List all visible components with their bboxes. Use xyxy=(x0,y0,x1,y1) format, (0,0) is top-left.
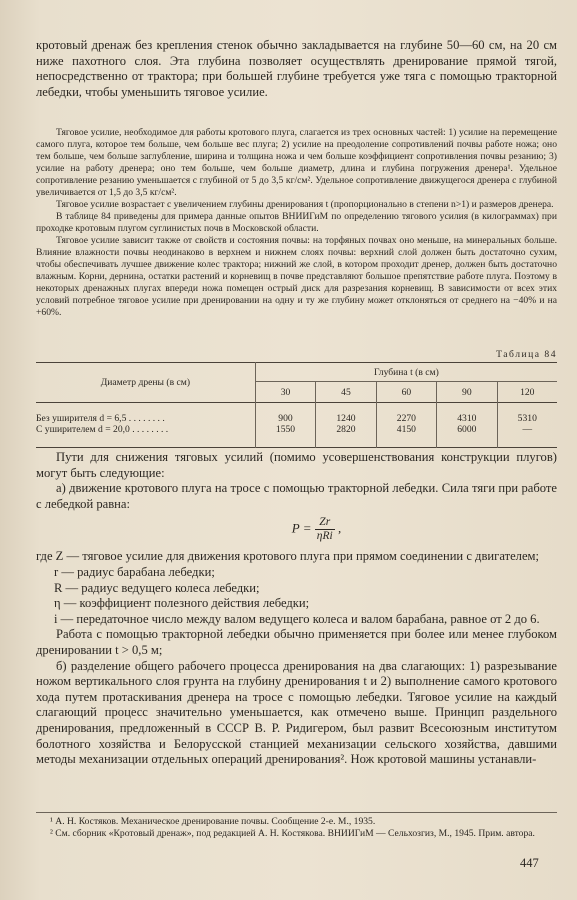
table-cell: 900 xyxy=(255,403,315,425)
table-cell: 1240 xyxy=(316,403,376,425)
table-cell: — xyxy=(522,424,533,435)
formula-denominator: ηRi xyxy=(316,530,333,543)
paragraph-traction-depth: Тяговое усилие возрастает с увеличением глубины дренирования t (пропорционально в степени n>1) и размеров дренера. xyxy=(56,199,554,210)
paragraph-mole-drain-depth: кротовый дренаж без крепления стенок обычно закладывается на глубине 50—60 см, на 20 см ниже пахотного слоя. Эта глубина позволяет осуществлять дренирование прямой тягой, непосредственно от трактора; при большей глубине требуется уже тяга с помощью тракторной лебедки, чтобы уменьшить тяговое усилие. xyxy=(36,38,557,99)
table-row xyxy=(36,424,557,448)
depth-header: 120 xyxy=(520,386,535,398)
definition-item: R — радиус ведущего колеса лебедки; xyxy=(54,580,260,595)
definition-item: r — радиус барабана лебедки; xyxy=(54,564,215,579)
row-label: С уширителем d = 20,0 . . . . . . . . xyxy=(36,424,255,448)
definition-item: η — коэффициент полезного действия лебедки; xyxy=(54,596,310,611)
paragraph-ways: Пути для снижения тяговых усилий (помимо усовершенствования конструкции плугов) могут быть следующие: xyxy=(36,450,557,480)
table-row xyxy=(36,403,557,425)
paragraph-traction-components: Тяговое усилие, необходимое для работы кротового плуга, слагается из трех основных частей: 1) усилие на перемещение самого плуга, которое тем больше, чем больше вес плуга; 2) усилие на преодоление сопротивлений почвы работе ножа; оно тем больше, чем больше заглубление, ширина и толщина ножа и чем больше коэффициент сопротивления почвы резанию; 3) усилие на работу дренера; оно тем больше, чем больше диаметр, длина и глубина погружения дренера¹. Удельное сопротивление резанию уменьшается с глубиной от 5 до 3,5 кг/см². Удельное сопротивление движущегося дренера с глубиной увеличивается от 1,5 до 3,5 кг/см². xyxy=(36,127,557,198)
paragraph-winch-usage: Работа с помощью тракторной лебедки обычно применяется при более или менее глубоком дренировании t > 0,5 м; xyxy=(36,627,557,657)
footnote: ¹ А. Н. Костяков. Механическое дренирование почвы. Сообщение 2-е. М., 1935. xyxy=(50,816,376,827)
formula-tail: , xyxy=(337,520,342,536)
formula xyxy=(76,516,557,543)
table-cell: 4310 xyxy=(437,403,497,425)
depth-header: 45 xyxy=(316,382,376,403)
table-caption: Таблица 84 xyxy=(496,349,557,360)
depth-header: 30 xyxy=(255,382,315,403)
paragraph-soil-conditions: Тяговое усилие зависит также от свойств и состояния почвы: на торфяных почвах оно меньше, на минеральных больше. Влияние влажности почвы неодинаково в верхнем и нижнем слоях почвы: верхний слой должен быть достаточно сухим, чтобы обеспечивать лучшее движение колес трактора; нижний же слой, в котором проходит дренер, должен быть достаточно влажным. Корни, дернина, остатки растений и корневищ в почве представляют большое препятствие работе плуга. Поэтому в некоторых дренажных плугах впереди ножа помещен острый диск для разрезания корневищ. В зависимости от всех этих условий потребное тяговое усилие при дренировании на одну и ту же глубину может отклоняться от среднего на −40% и на +60%. xyxy=(36,235,557,318)
footnotes xyxy=(36,812,557,840)
formula-fraction xyxy=(315,516,335,543)
table-cell: 5310 xyxy=(517,413,537,424)
table-header-depth: Глубина t (в см) xyxy=(255,363,557,382)
page-number: 447 xyxy=(520,856,539,870)
footnote: ² См. сборник «Кротовый дренаж», под редакцией А. Н. Костякова. ВНИИГиМ — Сельхозгиз, М., 1945. Прим. автора. xyxy=(50,828,535,839)
table-cell: 6000 xyxy=(437,424,497,448)
paragraph-separation: б) разделение общего рабочего процесса дренирования на два слагающих: 1) разрезывание ножом вертикального слоя грунта на глубину дренирования t и 2) выполнение самого кротового хода путем протаскивания дренера на тросе с помощью лебедки. Тяговое усилие на каждый слагающий процесс значительно уменьшается, как отмечено выше. Принцип раздельного дренирования, предложенный в СССР В. Р. Ридигером, был развит Всесоюзным институтом болотного хозяйства и Белорусской станцией механизации сельского хозяйства, давшими методы механизации отдельных операций дренирования². Нож кротовой машины устанавли- xyxy=(36,658,557,767)
depth-header: 90 xyxy=(437,382,497,403)
formula-lhs: P = xyxy=(291,520,312,536)
opening-paragraph xyxy=(36,38,557,100)
small-print-block xyxy=(36,127,557,319)
paragraph-winch: а) движение кротового плуга на тросе с помощью тракторной лебедки. Сила тяги при работе с лебедкой равна: xyxy=(36,481,557,511)
definition-item: где Z — тяговое усилие для движения кротового плуга при прямом соединении с двигателем; xyxy=(36,549,540,564)
row-label: Без уширителя d = 6,5 . . . . . . . . xyxy=(36,403,255,425)
table-cell: 2270 xyxy=(376,403,436,425)
table-cell: 4150 xyxy=(376,424,436,448)
traction-table xyxy=(36,362,557,448)
table-header-diameter: Диаметр дрены (в см) xyxy=(36,363,255,403)
depth-header: 60 xyxy=(376,382,436,403)
paragraph-table-intro: В таблице 84 приведены для примера данные опытов ВНИИГиМ по определению тягового усилия (в килограммах) при проходке кротовым плугом суглинистых почв в Московской области. xyxy=(36,211,557,234)
main-text-block xyxy=(36,450,557,768)
definition-item: i — передаточное число между валом ведущего колеса и валом барабана, равное от 2 до 6. xyxy=(54,611,540,626)
table-cell: 2820 xyxy=(316,424,376,448)
formula-numerator: Zr xyxy=(315,516,335,530)
table-cell: 1550 xyxy=(255,424,315,448)
